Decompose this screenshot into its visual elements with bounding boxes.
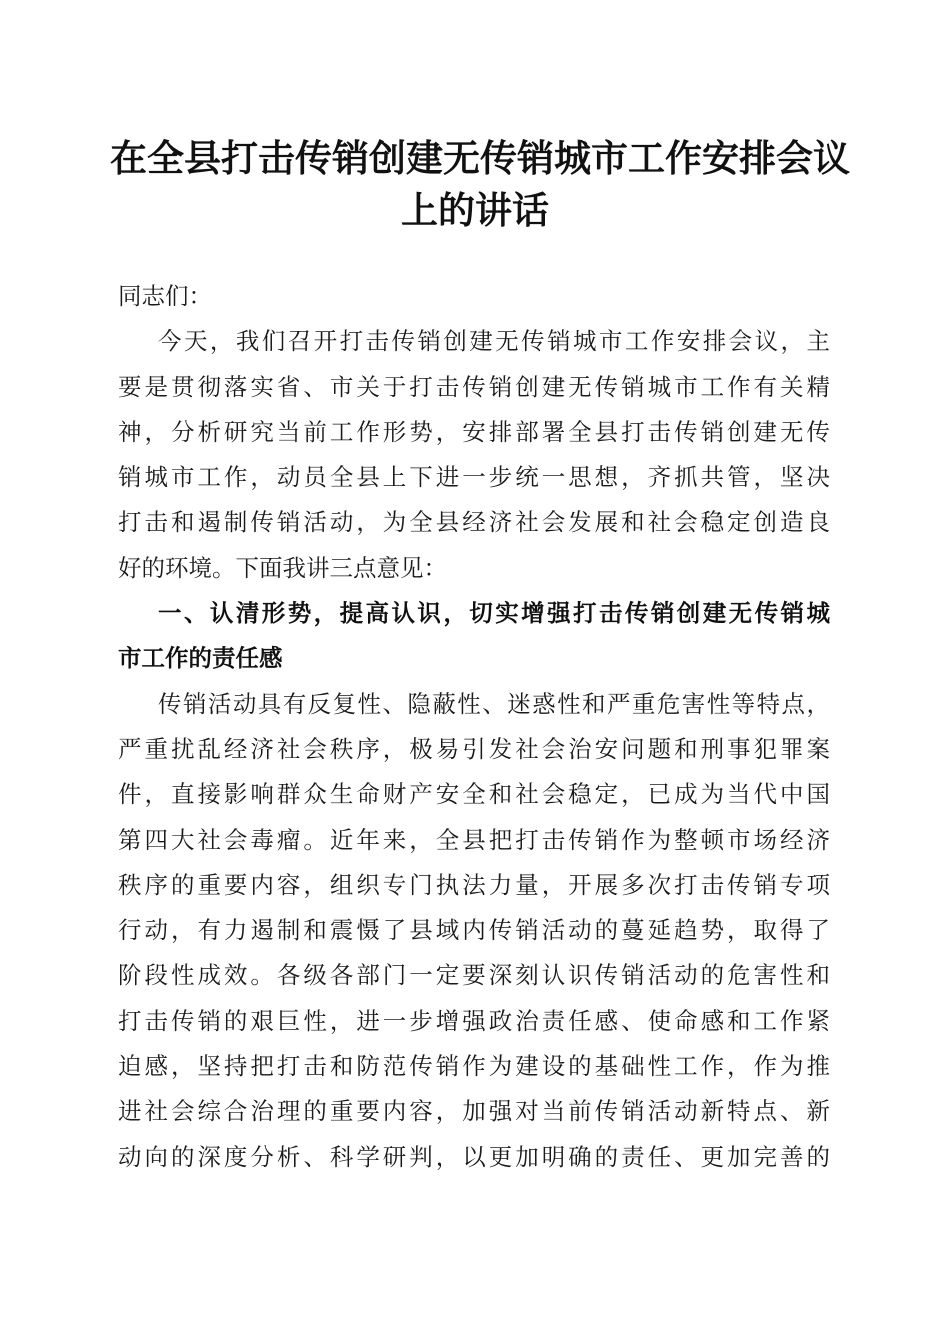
heading-line: 市工作的责任感 [118, 644, 283, 673]
paragraph-line: 神，分析研究当前工作形势，安排部署全县打击传销创建无传 [118, 417, 830, 446]
paragraph-line: 好的环境。下面我讲三点意见： [118, 553, 447, 582]
paragraph-intro [118, 319, 830, 591]
salutation: 同志们： [118, 282, 212, 310]
paragraph-line: 进社会综合治理的重要内容，加强对当前传销活动新特点、新 [118, 1097, 830, 1126]
paragraph-line: 行动，有力遏制和震慑了县域内传销活动的蔓延趋势，取得了 [118, 916, 830, 945]
paragraph-line: 第四大社会毒瘤。近年来，全县把打击传销作为整顿市场经济 [118, 825, 830, 854]
paragraph-line: 销城市工作，动员全县上下进一步统一思想，齐抓共管，坚决 [118, 463, 830, 492]
paragraph-line: 件，直接影响群众生命财产安全和社会稳定，已成为当代中国 [118, 780, 830, 809]
paragraph-line: 动向的深度分析、科学研判，以更加明确的责任、更加完善的 [118, 1142, 830, 1171]
paragraph-line: 秩序的重要内容，组织专门执法力量，开展多次打击传销专项 [118, 870, 830, 899]
paragraph-line: 迫感，坚持把打击和防范传销作为建设的基础性工作，作为推 [118, 1052, 830, 1081]
paragraph-section-1 [118, 682, 830, 1180]
paragraph-line: 今天，我们召开打击传销创建无传销城市工作安排会议，主 [158, 327, 830, 356]
document-title [110, 132, 850, 236]
paragraph-line: 传销活动具有反复性、隐蔽性、迷惑性和严重危害性等特点， [158, 689, 830, 718]
title-line-1: 在全县打击传销创建无传销城市工作安排会议 [110, 136, 850, 180]
paragraph-line: 阶段性成效。各级各部门一定要深刻认识传销活动的危害性和 [118, 961, 830, 990]
paragraph-line: 打击和遏制传销活动，为全县经济社会发展和社会稳定创造良 [118, 508, 830, 537]
paragraph-line: 要是贯彻落实省、市关于打击传销创建无传销城市工作有关精 [118, 372, 830, 401]
paragraph-line: 严重扰乱经济社会秩序，极易引发社会治安问题和刑事犯罪案 [118, 734, 830, 763]
section-heading-1 [118, 591, 830, 682]
title-line-2: 上的讲话 [401, 188, 549, 232]
heading-line: 一、认清形势，提高认识，切实增强打击传销创建无传销城 [158, 599, 830, 628]
document-body [118, 274, 830, 1180]
paragraph-line: 打击传销的艰巨性，进一步增强政治责任感、使命感和工作紧 [118, 1006, 830, 1035]
